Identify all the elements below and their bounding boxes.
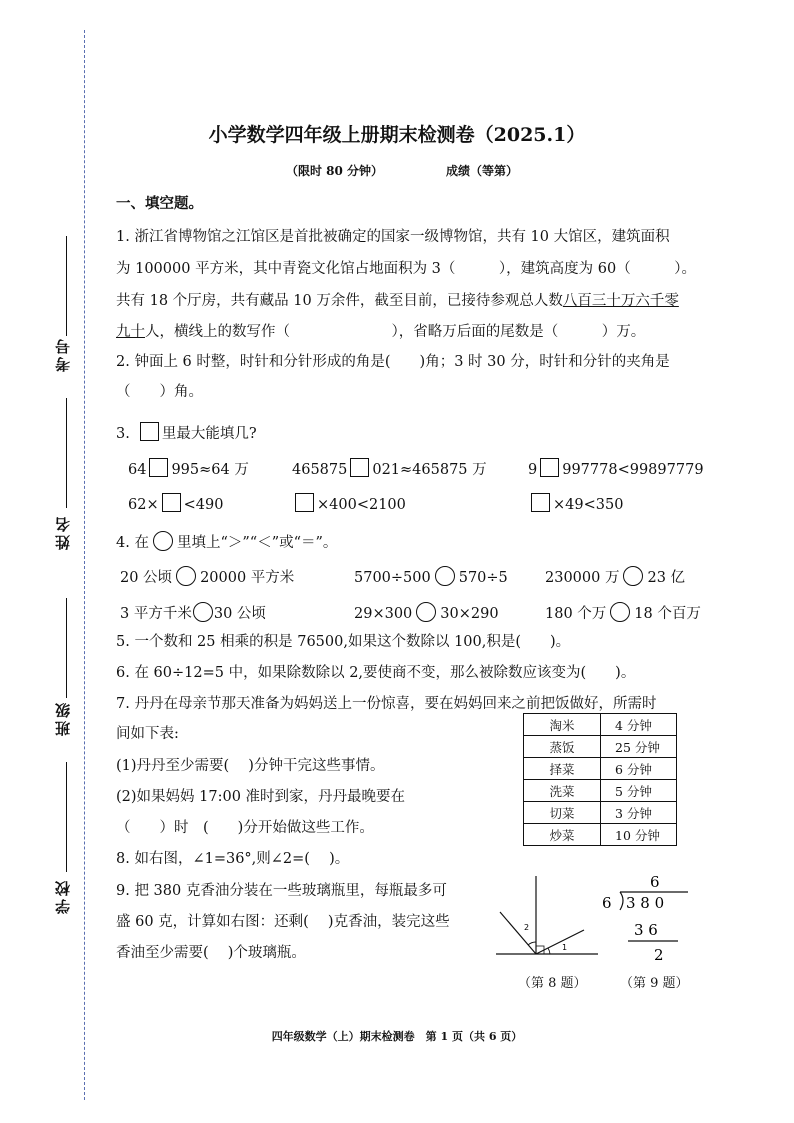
q4-item: 180 个万 18 个百万	[545, 602, 701, 623]
q5: 5. 一个数和 25 相乘的积是 76500,如果这个数除以 100,积是( )。	[116, 634, 571, 650]
table-row: 洗菜 5 分钟	[524, 780, 677, 802]
quotient: 6	[650, 873, 660, 891]
q4-item: 3 平方千米 30 公顷	[120, 602, 266, 623]
compare-circle[interactable]	[176, 566, 196, 586]
section-heading: 一、填空题。	[116, 195, 203, 212]
dividend: 3 8 0	[626, 894, 665, 912]
q3-item: 9 997778<99897779	[528, 458, 704, 478]
school-line	[66, 762, 67, 872]
q3-item: 64 995≈64 万	[128, 458, 249, 479]
compare-circle[interactable]	[193, 602, 213, 622]
fig9-caption: （第 9 题）	[620, 976, 689, 991]
q1-line3: 共有 18 个厅房，共有藏品 10 万余件，截至目前，已接待参观总人数八百三十万六千零	[116, 293, 679, 309]
q8: 8. 如右图，∠1=36°,则∠2=( )。	[116, 851, 350, 867]
q9-line2: 盛 60 克，计算如右图：还剩( )克香油，装完这些	[116, 914, 450, 930]
table-row: 炒菜 10 分钟	[524, 824, 677, 846]
compare-circle[interactable]	[153, 531, 173, 551]
q3-item: 465875 021≈465875 万	[292, 458, 487, 479]
fig8-caption: （第 8 题）	[518, 976, 587, 991]
class-label: 班级	[54, 700, 72, 736]
product: 3 6	[634, 921, 658, 939]
q7-line2: 间如下表:	[116, 726, 179, 742]
q6: 6. 在 60÷12=5 中，如果除数除以 2,要使商不变，那么被除数应该变为( )。	[116, 665, 636, 681]
angle-2-label: 2	[524, 923, 530, 932]
q3-item: 62× <490	[128, 493, 223, 513]
answer-box[interactable]	[162, 493, 181, 512]
q1-line4: 九十人，横线上的数写作（ ），省略万后面的尾数是（ ）万。	[116, 324, 646, 340]
compare-circle[interactable]	[623, 566, 643, 586]
page-footer: 四年级数学（上）期末检测卷 第 1 页（共 6 页）	[271, 1030, 523, 1043]
table-row: 淘米 4 分钟	[524, 714, 677, 736]
score-label: 成绩（等第）	[446, 164, 519, 178]
q4-item: 29×300 30×290	[354, 602, 499, 622]
q7-line3: (1)丹丹至少需要( )分钟干完这些事情。	[116, 758, 385, 774]
q3-title: 3. 里最大能填几?	[116, 422, 257, 443]
angle-1-label: 1	[562, 943, 568, 952]
answer-box[interactable]	[540, 458, 559, 477]
compare-circle[interactable]	[435, 566, 455, 586]
q3-item: ×49<350	[528, 493, 623, 513]
q4-item: 230000 万 23 亿	[545, 566, 685, 587]
answer-box[interactable]	[140, 422, 159, 441]
answer-box[interactable]	[350, 458, 369, 477]
compare-circle[interactable]	[416, 602, 436, 622]
remainder: 2	[654, 946, 664, 964]
angle-figure	[492, 872, 602, 962]
school-label: 学校	[54, 878, 72, 914]
underlined-number: 八百三十万六千零	[562, 293, 679, 309]
q7-line1: 7. 丹丹在母亲节那天准备为妈妈送上一份惊喜，要在妈妈回来之前把饭做好，所需时	[116, 696, 657, 712]
table-row: 切菜 3 分钟	[524, 802, 677, 824]
answer-box[interactable]	[149, 458, 168, 477]
q9-line1: 9. 把 380 克香油分装在一些玻璃瓶里，每瓶最多可	[116, 883, 447, 899]
q4-item: 5700÷500 570÷5	[354, 566, 508, 586]
q7-line4: (2)如果妈妈 17:00 准时到家，丹丹最晚要在	[116, 789, 406, 805]
division-figure	[596, 870, 696, 968]
q2-line1: 2. 钟面上 6 时整，时针和分针形成的角是( )角；3 时 30 分，时针和分针的夹角是	[116, 354, 670, 370]
table-row: 择菜 6 分钟	[524, 758, 677, 780]
table-row: 蒸饭 25 分钟	[524, 736, 677, 758]
page-title: 小学数学四年级上册期末检测卷（2025.1）	[208, 124, 586, 146]
q1-line1: 1. 浙江省博物馆之江馆区是首批被确定的国家一级博物馆，共有 10 大馆区，建筑面积	[116, 229, 670, 245]
answer-box[interactable]	[531, 493, 550, 512]
compare-circle[interactable]	[610, 602, 630, 622]
answer-box[interactable]	[295, 493, 314, 512]
q7-line5: （ ）时 ( )分开始做这些工作。	[116, 820, 374, 836]
q4-item: 20 公顷 20000 平方米	[120, 566, 294, 587]
time-limit: （限时 80 分钟）	[286, 164, 384, 178]
name-label: 姓名	[54, 514, 72, 550]
binding-line	[84, 30, 85, 1100]
time-table	[523, 713, 677, 846]
name-line	[66, 398, 67, 508]
q9-line3: 香油至少需要( )个玻璃瓶。	[116, 945, 306, 961]
q1-line2: 为 100000 平方米，其中青瓷文化馆占地面积为 3（ ），建筑高度为 60（ ）。	[116, 261, 696, 277]
exam-no-line	[66, 236, 67, 336]
q3-item: ×400<2100	[292, 493, 406, 513]
exam-no-label: 考号	[54, 336, 72, 372]
class-line	[66, 598, 67, 698]
q2-line2: （ ）角。	[116, 384, 203, 400]
q4-title: 4. 在 里填上“＞”“＜”或“＝”。	[116, 531, 337, 552]
divisor: 6	[602, 894, 612, 912]
